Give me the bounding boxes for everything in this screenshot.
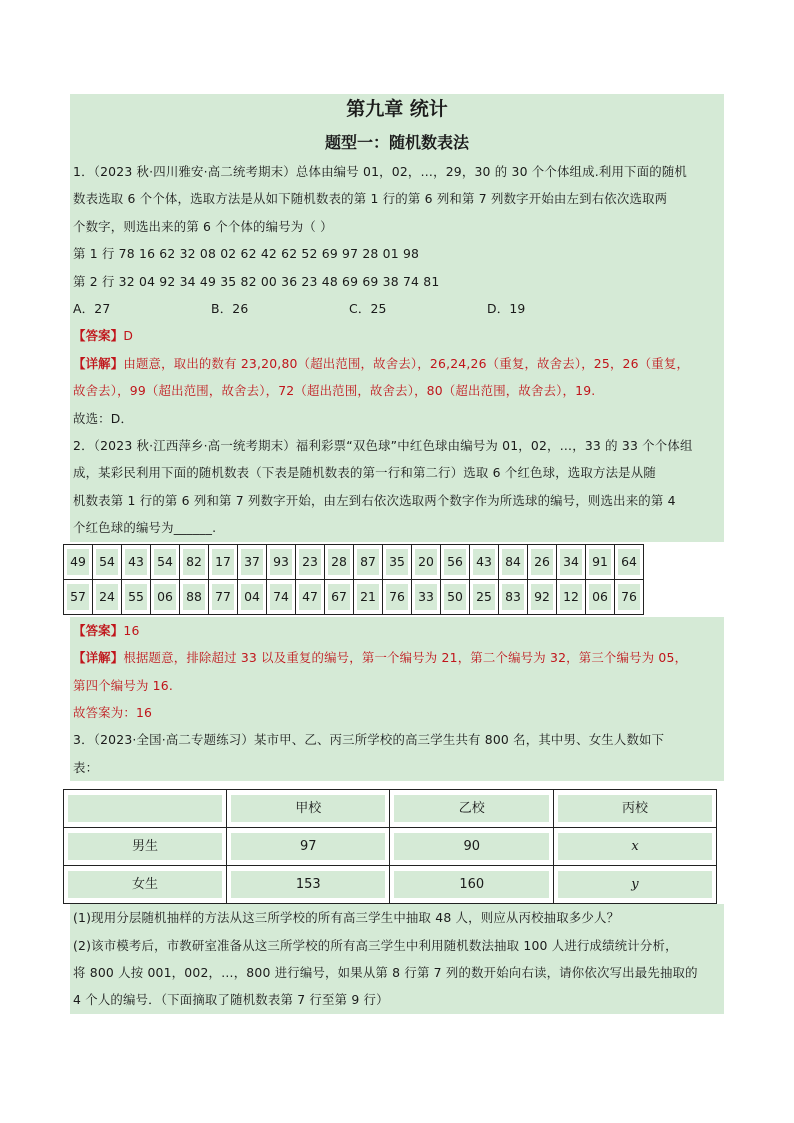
table-cell: 74 bbox=[267, 579, 296, 614]
table-cell: 92 bbox=[528, 579, 557, 614]
option-b: B．26 bbox=[211, 301, 249, 317]
document-page bbox=[70, 94, 724, 1014]
table-cell: 84 bbox=[499, 544, 528, 579]
table-cell: 77 bbox=[209, 579, 238, 614]
table-cell: 54 bbox=[93, 544, 122, 579]
q2-stem-line: 成，某彩民利用下面的随机数表（下表是随机数表的第一行和第二行）选取 6 个红色球，选取方法是从随 bbox=[73, 465, 656, 481]
table-cell: y bbox=[553, 866, 716, 904]
q2-answer-value: 16 bbox=[123, 622, 140, 638]
q1-detail: 【详解】由题意，取出的数有 23,20,80（超出范围，故舍去），26,24,26（重复，故舍去），25，26（重复， bbox=[73, 355, 690, 371]
table-cell: 57 bbox=[64, 579, 93, 614]
header-cell bbox=[64, 790, 227, 828]
question-3 bbox=[70, 726, 724, 781]
table-cell: 06 bbox=[586, 579, 615, 614]
table-cell: 04 bbox=[238, 579, 267, 614]
table-row bbox=[64, 544, 644, 579]
table-cell: 87 bbox=[354, 544, 383, 579]
row-label: 男生 bbox=[64, 828, 227, 866]
question-2 bbox=[70, 432, 724, 542]
table-cell: 23 bbox=[296, 544, 325, 579]
table-cell: 20 bbox=[412, 544, 441, 579]
table-header-row bbox=[64, 790, 717, 828]
school-student-table bbox=[63, 789, 717, 904]
q2-detail-line: 第四个编号为 16. bbox=[73, 677, 173, 693]
table-cell: 76 bbox=[615, 579, 644, 614]
q1-random-row-2: 第 2 行 32 04 92 34 49 35 82 00 36 23 48 69 69 38 74 81 bbox=[73, 273, 440, 289]
option-c: C．25 bbox=[349, 301, 387, 317]
table-cell: 91 bbox=[586, 544, 615, 579]
table-cell: 17 bbox=[209, 544, 238, 579]
table-cell: 160 bbox=[390, 866, 553, 904]
q3-stem-line: 表： bbox=[73, 759, 99, 775]
q1-stem-line: 1．（2023 秋·四川雅安·高二统考期末）总体由编号 01，02，…，29，30 的 30 个个体组成.利用下面的随机 bbox=[73, 164, 688, 179]
table-cell: 97 bbox=[227, 828, 390, 866]
table-cell: 47 bbox=[296, 579, 325, 614]
table-row bbox=[64, 866, 717, 904]
q3-part-1: (1)现用分层随机抽样的方法从这三所学校的所有高三学生中抽取 48 人，则应从丙校抽取多少人？ bbox=[73, 910, 620, 926]
table-cell: 64 bbox=[615, 544, 644, 579]
table-cell: 55 bbox=[122, 579, 151, 614]
question-3-parts bbox=[70, 904, 724, 1014]
table-cell: 43 bbox=[470, 544, 499, 579]
option-d: D．19 bbox=[487, 301, 526, 317]
table-cell: 12 bbox=[557, 579, 586, 614]
random-number-table bbox=[63, 544, 644, 615]
table-cell: 90 bbox=[390, 828, 553, 866]
table-cell: 67 bbox=[325, 579, 354, 614]
section-title: 题型一：随机数表法 bbox=[70, 124, 724, 158]
table-cell: 24 bbox=[93, 579, 122, 614]
table-cell: 28 bbox=[325, 544, 354, 579]
option-a: A．27 bbox=[73, 301, 111, 317]
row-label: 女生 bbox=[64, 866, 227, 904]
q1-random-row-1: 第 1 行 78 16 62 32 08 02 62 42 62 52 69 97 28 01 98 bbox=[73, 246, 420, 262]
header-cell: 丙校 bbox=[553, 790, 716, 828]
q1-detail-line: 故舍去），99（超出范围，故舍去），72（超出范围，故舍去），80（超出范围，故舍去），19. bbox=[73, 383, 596, 399]
table-cell: 93 bbox=[267, 544, 296, 579]
q3-part-2-line: 将 800 人按 001，002，…，800 进行编号，如果从第 8 行第 7 列的数开始向右读，请你依次写出最先抽取的 bbox=[73, 964, 698, 980]
question-1 bbox=[70, 158, 724, 432]
q3-part-2: (2)该市模考后，市教研室准备从这三所学校的所有高三学生中利用随机数法抽取 100 人进行成绩统计分析， bbox=[73, 937, 678, 953]
table-cell: 33 bbox=[412, 579, 441, 614]
q2-stem-line: 机数表第 1 行的第 6 列和第 7 列数字开始，由左到右依次选取两个数字作为所选球的编号，则选出来的第 4 bbox=[73, 492, 676, 508]
table-row bbox=[64, 579, 644, 614]
table-cell: 43 bbox=[122, 544, 151, 579]
q2-detail: 【详解】根据题意，排除超过 33 以及重复的编号，第一个编号为 21，第二个编号为 32，第三个编号为 05， bbox=[73, 650, 688, 666]
q1-options bbox=[70, 295, 724, 322]
table-row bbox=[64, 828, 717, 866]
q1-stem-line: 数表选取 6 个个体，选取方法是从如下随机数表的第 1 行的第 6 列和第 7 列数字开始由左到右依次选取两 bbox=[73, 191, 668, 207]
table-cell: 49 bbox=[64, 544, 93, 579]
header-cell: 甲校 bbox=[227, 790, 390, 828]
q3-stem-line: 3．（2023·全国·高二专题练习）某市甲、乙、丙三所学校的高三学生共有 800 名，其中男、女生人数如下 bbox=[73, 732, 665, 748]
table-cell: 26 bbox=[528, 544, 557, 579]
table-cell: 83 bbox=[499, 579, 528, 614]
table-cell: 35 bbox=[383, 544, 412, 579]
table-cell: 50 bbox=[441, 579, 470, 614]
table-cell: 153 bbox=[227, 866, 390, 904]
q1-conclusion: 故选：D． bbox=[73, 410, 134, 426]
question-2-answer bbox=[70, 617, 724, 727]
table-cell: 21 bbox=[354, 579, 383, 614]
table-cell: 76 bbox=[383, 579, 412, 614]
q2-stem-line: 2．（2023 秋·江西萍乡·高一统考期末）福利彩票“双色球”中红色球由编号为 01，02，…，33 的 33 个个体组 bbox=[73, 438, 693, 454]
table-cell: 25 bbox=[470, 579, 499, 614]
table-cell: 88 bbox=[180, 579, 209, 614]
table-cell: 37 bbox=[238, 544, 267, 579]
table-cell: 56 bbox=[441, 544, 470, 579]
q1-stem-line: 个数字，则选出来的第 6 个个体的编号为（ ） bbox=[73, 218, 333, 234]
q1-answer-value: D bbox=[123, 328, 134, 344]
q2-answer: 【答案】16 bbox=[73, 622, 140, 638]
header-cell: 乙校 bbox=[390, 790, 553, 828]
q2-stem-line: 个红色球的编号为______. bbox=[73, 520, 217, 536]
q1-answer: 【答案】D bbox=[73, 328, 134, 344]
q3-part-2-line: 4 个人的编号．（下面摘取了随机数表第 7 行至第 9 行） bbox=[73, 992, 389, 1008]
table-cell: 34 bbox=[557, 544, 586, 579]
table-cell: 06 bbox=[151, 579, 180, 614]
chapter-title: 第九章 统计 bbox=[70, 94, 724, 124]
table-cell: 82 bbox=[180, 544, 209, 579]
q2-conclusion: 故答案为：16 bbox=[73, 704, 153, 720]
table-cell: x bbox=[553, 828, 716, 866]
table-cell: 54 bbox=[151, 544, 180, 579]
